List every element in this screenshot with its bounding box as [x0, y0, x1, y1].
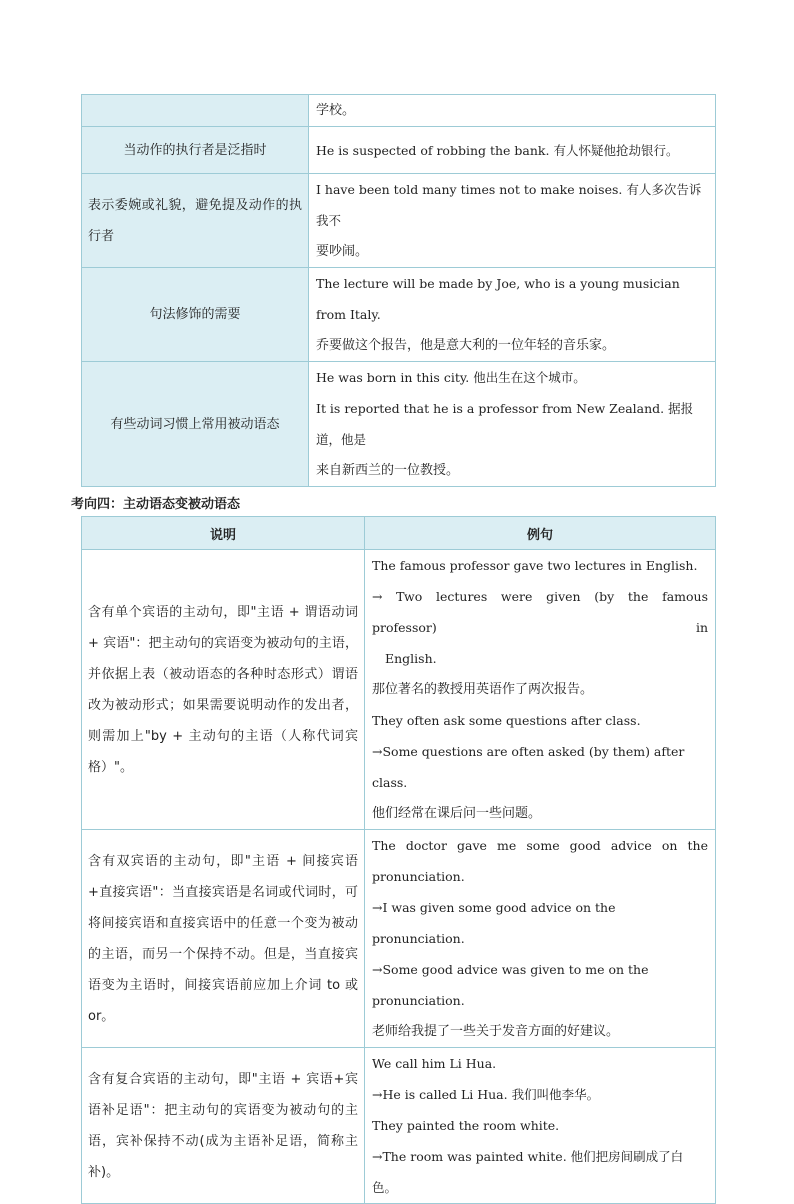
rule-examples: The doctor gave me some good advice on the pronunciation. →I was given some good advice on the pronunciation. →Some good advice was given to me on the pronunciation. 老师给我提了一些关于发音方面的好建议。 — [365, 830, 716, 1048]
table-row — [82, 95, 716, 127]
document-page — [71, 94, 715, 1204]
table-row — [82, 1048, 716, 1204]
usage-example: I have been told many times not to make noises. 有人多次告诉我不 要吵闹。 — [309, 174, 716, 268]
usage-label: 有些动词习惯上常用被动语态 — [82, 362, 309, 487]
header-examples: 例句 — [365, 517, 716, 550]
rule-description: 含有复合宾语的主动句，即"主语 + 宾语+宾语补足语"：把主动句的宾语变为被动句的主语，宾补保持不动(成为主语补足语，简称主补)。 — [82, 1048, 365, 1204]
rule-description: 含有单个宾语的主动句，即"主语 + 谓语动词 + 宾语"：把主动句的宾语变为被动句的主语，并依据上表（被动语态的各种时态形式）谓语改为被动形式；如果需要说明动作的发出者，则需加上"by + 主动句的主语（人称代词宾格）"。 — [82, 550, 365, 830]
table-row — [82, 550, 716, 830]
usage-label: 表示委婉或礼貌，避免提及动作的执行者 — [82, 174, 309, 268]
table-header-row — [82, 517, 716, 550]
table-row — [82, 127, 716, 174]
usage-label: 当动作的执行者是泛指时 — [82, 127, 309, 174]
header-description: 说明 — [82, 517, 365, 550]
table-row — [82, 362, 716, 487]
rule-description: 含有双宾语的主动句，即"主语 + 间接宾语+直接宾语"：当直接宾语是名词或代词时，可将间接宾语和直接宾语中的任意一个变为被动的主语，而另一个保持不动。但是，当直接宾语变为主语时，间接宾语前应加上介词 to 或 or。 — [82, 830, 365, 1048]
usage-example: He was born in this city. 他出生在这个城市。 It is reported that he is a professor from New Zealand. 据报道，他是 来自新西兰的一位教授。 — [309, 362, 716, 487]
usage-example: The lecture will be made by Joe, who is a young musician from Italy. 乔要做这个报告，他是意大利的一位年轻的音乐家。 — [309, 268, 716, 362]
rule-examples: We call him Li Hua. →He is called Li Hua. 我们叫他李华。 They painted the room white. →The room was painted white. 他们把房间刷成了白色。 — [365, 1048, 716, 1204]
table-row — [82, 174, 716, 268]
table-row — [82, 830, 716, 1048]
table-row — [82, 268, 716, 362]
section-heading: 考向四：主动语态变被动语态 — [71, 497, 241, 512]
usage-example: He is suspected of robbing the bank. 有人怀疑他抢劫银行。 — [309, 127, 716, 174]
active-to-passive-table — [81, 516, 716, 1204]
usage-example: 学校。 — [309, 95, 716, 127]
passive-usage-table — [81, 94, 716, 487]
usage-label: 句法修饰的需要 — [82, 268, 309, 362]
usage-label — [82, 95, 309, 127]
rule-examples: The famous professor gave two lectures in English. → Two lectures were given (by the famous professor) in English. 那位著名的教授用英语作了两次报告。 They often ask some questions after class. →Some questions are often asked (by them) after class. 他们经常在课后问一些问题。 — [365, 550, 716, 830]
